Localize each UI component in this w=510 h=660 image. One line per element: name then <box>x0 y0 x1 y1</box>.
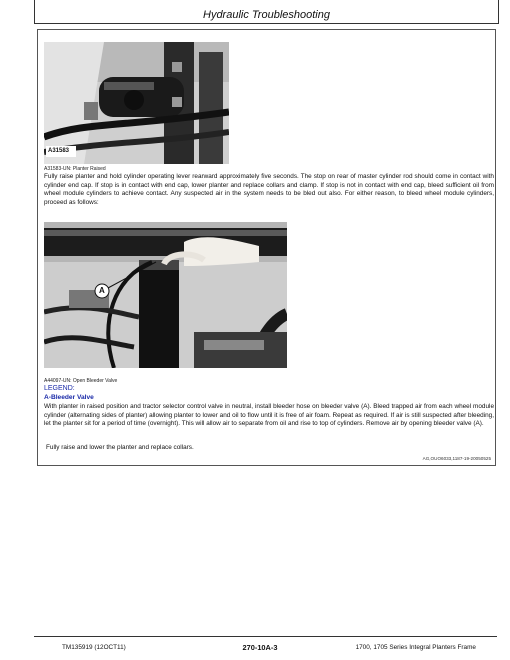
figure-caption: A31583-UN: Planter Raised <box>44 166 106 172</box>
instruction-paragraph: Fully raise planter and hold cylinder operating lever rearward approximately five seconds. The stop on rear of master cylinder rod should come in contact with cylinder end cap. If stop is in contact with end cap, lower planter and replace collars and clamp. If stop is not in contact with end cap, bleed sufficient oil from wheel module cylinders to achieve contact. Any suspected air in the system needs to be bled out also. For either reason, to bleed wheel module cylinders, proceed as follows: <box>44 173 494 206</box>
legend-item-bleeder-valve: A-Bleeder Valve <box>44 394 94 401</box>
figure-caption: A44097-UN: Open Bleeder Valve <box>44 378 118 384</box>
planter-raised-photo <box>44 42 229 164</box>
footer-manual-title: 1700, 1705 Series Integral Planters Frame <box>355 644 476 651</box>
page-frame <box>34 0 499 24</box>
content-section <box>37 29 496 466</box>
callout-a-label: A <box>99 286 105 295</box>
instruction-paragraph: With planter in raised position and tractor selector control valve in neutral, install bleeder hose on bleeder valve (A). Bleed trapped air from each wheel module cylinder (alternating sides of planter) allowing planter to lower and oil to flow until it is free of air foam. Repeat as required. If air is still suspected after bleeding, let the planter sit for a period of time (overnight). This will allow air to separate from oil and rise to top of cylinders. Remove air by opening bleeder valve (A). <box>44 403 494 428</box>
figure-label: A31583 <box>48 148 70 154</box>
footer-divider <box>34 636 497 637</box>
footer-manual-id: TM135919 (12OCT11) <box>62 644 126 651</box>
legend-title: LEGEND: <box>44 385 75 392</box>
footer-page-number: 270-10A-3 <box>242 643 278 652</box>
page-title: Hydraulic Troubleshooting <box>203 9 330 21</box>
instruction-paragraph: Fully raise and lower the planter and replace collars. <box>46 444 194 451</box>
document-id: AG,OUO6033,1187-19-20050525 <box>422 456 491 461</box>
bleeder-valve-photo <box>44 222 287 368</box>
